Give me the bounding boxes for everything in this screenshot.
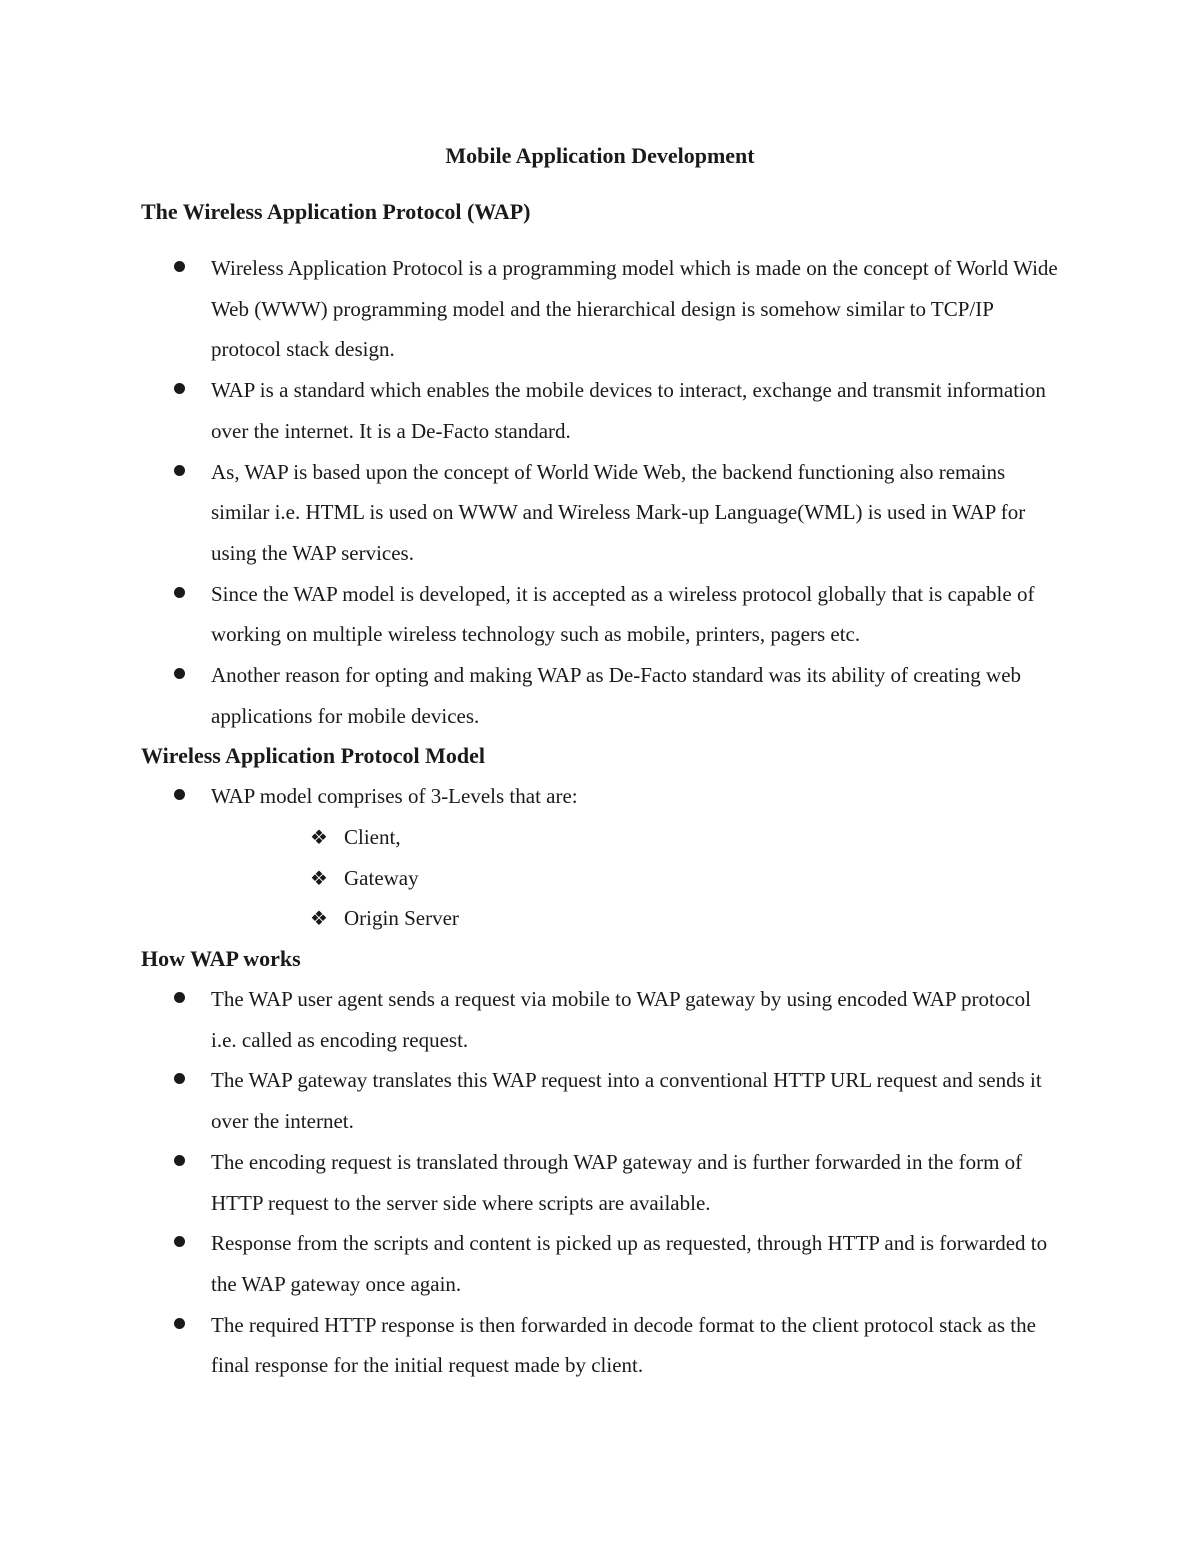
list-item [0,1305,1200,1386]
list-item [0,248,1200,370]
list-item-text: Since the WAP model is developed, it is accepted as a wireless protocol globally that is capable of working on multiple wireless technology such as mobile, printers, pagers etc. [211,581,1035,647]
list-item [0,452,1200,574]
sub-list-item-text: Client, [344,825,401,849]
bullet-icon [174,992,185,1003]
list-item [0,1223,1200,1304]
diamond-bullet-icon: ❖ [310,906,328,931]
bullet-icon [174,465,185,476]
diamond-bullet-icon: ❖ [310,825,328,849]
list-item-text: The WAP gateway translates this WAP request into a conventional HTTP URL request and sends it over the internet. [211,1068,1042,1134]
section-heading-how-wap-works: How WAP works [141,946,301,971]
wap-model-list [0,776,1200,817]
bullet-icon [174,1155,185,1166]
bullet-icon [174,261,185,272]
list-item [0,370,1200,451]
bullet-icon [174,1073,185,1084]
document-title: Mobile Application Development [445,143,755,168]
list-item [0,574,1200,655]
list-item-text: WAP is a standard which enables the mobile devices to interact, exchange and transmit information over the internet. It is a De-Facto standard. [211,378,1046,443]
list-item-text: The WAP user agent sends a request via mobile to WAP gateway by using encoded WAP protocol i.e. called as encoding request. [211,987,1032,1052]
sub-list-item [0,898,1200,939]
sub-list-item [0,858,1200,899]
list-item [0,1142,1200,1223]
sub-list-item [0,817,1200,858]
list-item-text: Another reason for opting and making WAP as De-Facto standard was its ability of creating web applications for mobile devices. [211,663,1022,728]
diamond-bullet-icon: ❖ [310,865,328,890]
sub-list-item-text: Gateway [344,865,419,890]
list-item [0,655,1200,736]
list-item-text: Wireless Application Protocol is a programming model which is made on the concept of World Wide Web (WWW) programming model and the hierarchical design is somehow similar to TCP/IP protocol stack design. [211,256,1058,362]
list-item-text: The required HTTP response is then forwarded in decode format to the client protocol stack as the final response for the initial request made by client. [211,1312,1036,1378]
list-item-text: WAP model comprises of 3-Levels that are: [211,784,578,808]
bullet-icon [174,1236,185,1247]
section-heading-wap-model: Wireless Application Protocol Model [141,743,486,768]
bullet-icon [174,789,185,800]
list-item-text: The encoding request is translated through WAP gateway and is further forwarded in the form of HTTP request to the server side where scripts are available. [211,1149,1023,1215]
how-wap-works-list [0,979,1200,1386]
list-item [0,979,1200,1060]
list-item-text: As, WAP is based upon the concept of World Wide Web, the backend functioning also remains similar i.e. HTML is used on WWW and Wireless Mark-up Language(WML) is used in WAP for using the WAP services. [211,459,1026,565]
bullet-icon [174,587,185,598]
bullet-icon [174,383,185,394]
list-item-text: Response from the scripts and content is picked up as requested, through HTTP and is forwarded to the WAP gateway once again. [211,1231,1048,1296]
wap-levels-list [0,817,1200,939]
section-heading-wap: The Wireless Application Protocol (WAP) [141,199,531,224]
bullet-icon [174,1318,185,1329]
list-item [0,1060,1200,1141]
wap-overview-list [0,248,1200,736]
list-item [0,776,1200,817]
bullet-icon [174,668,185,679]
sub-list-item-text: Origin Server [344,906,459,931]
